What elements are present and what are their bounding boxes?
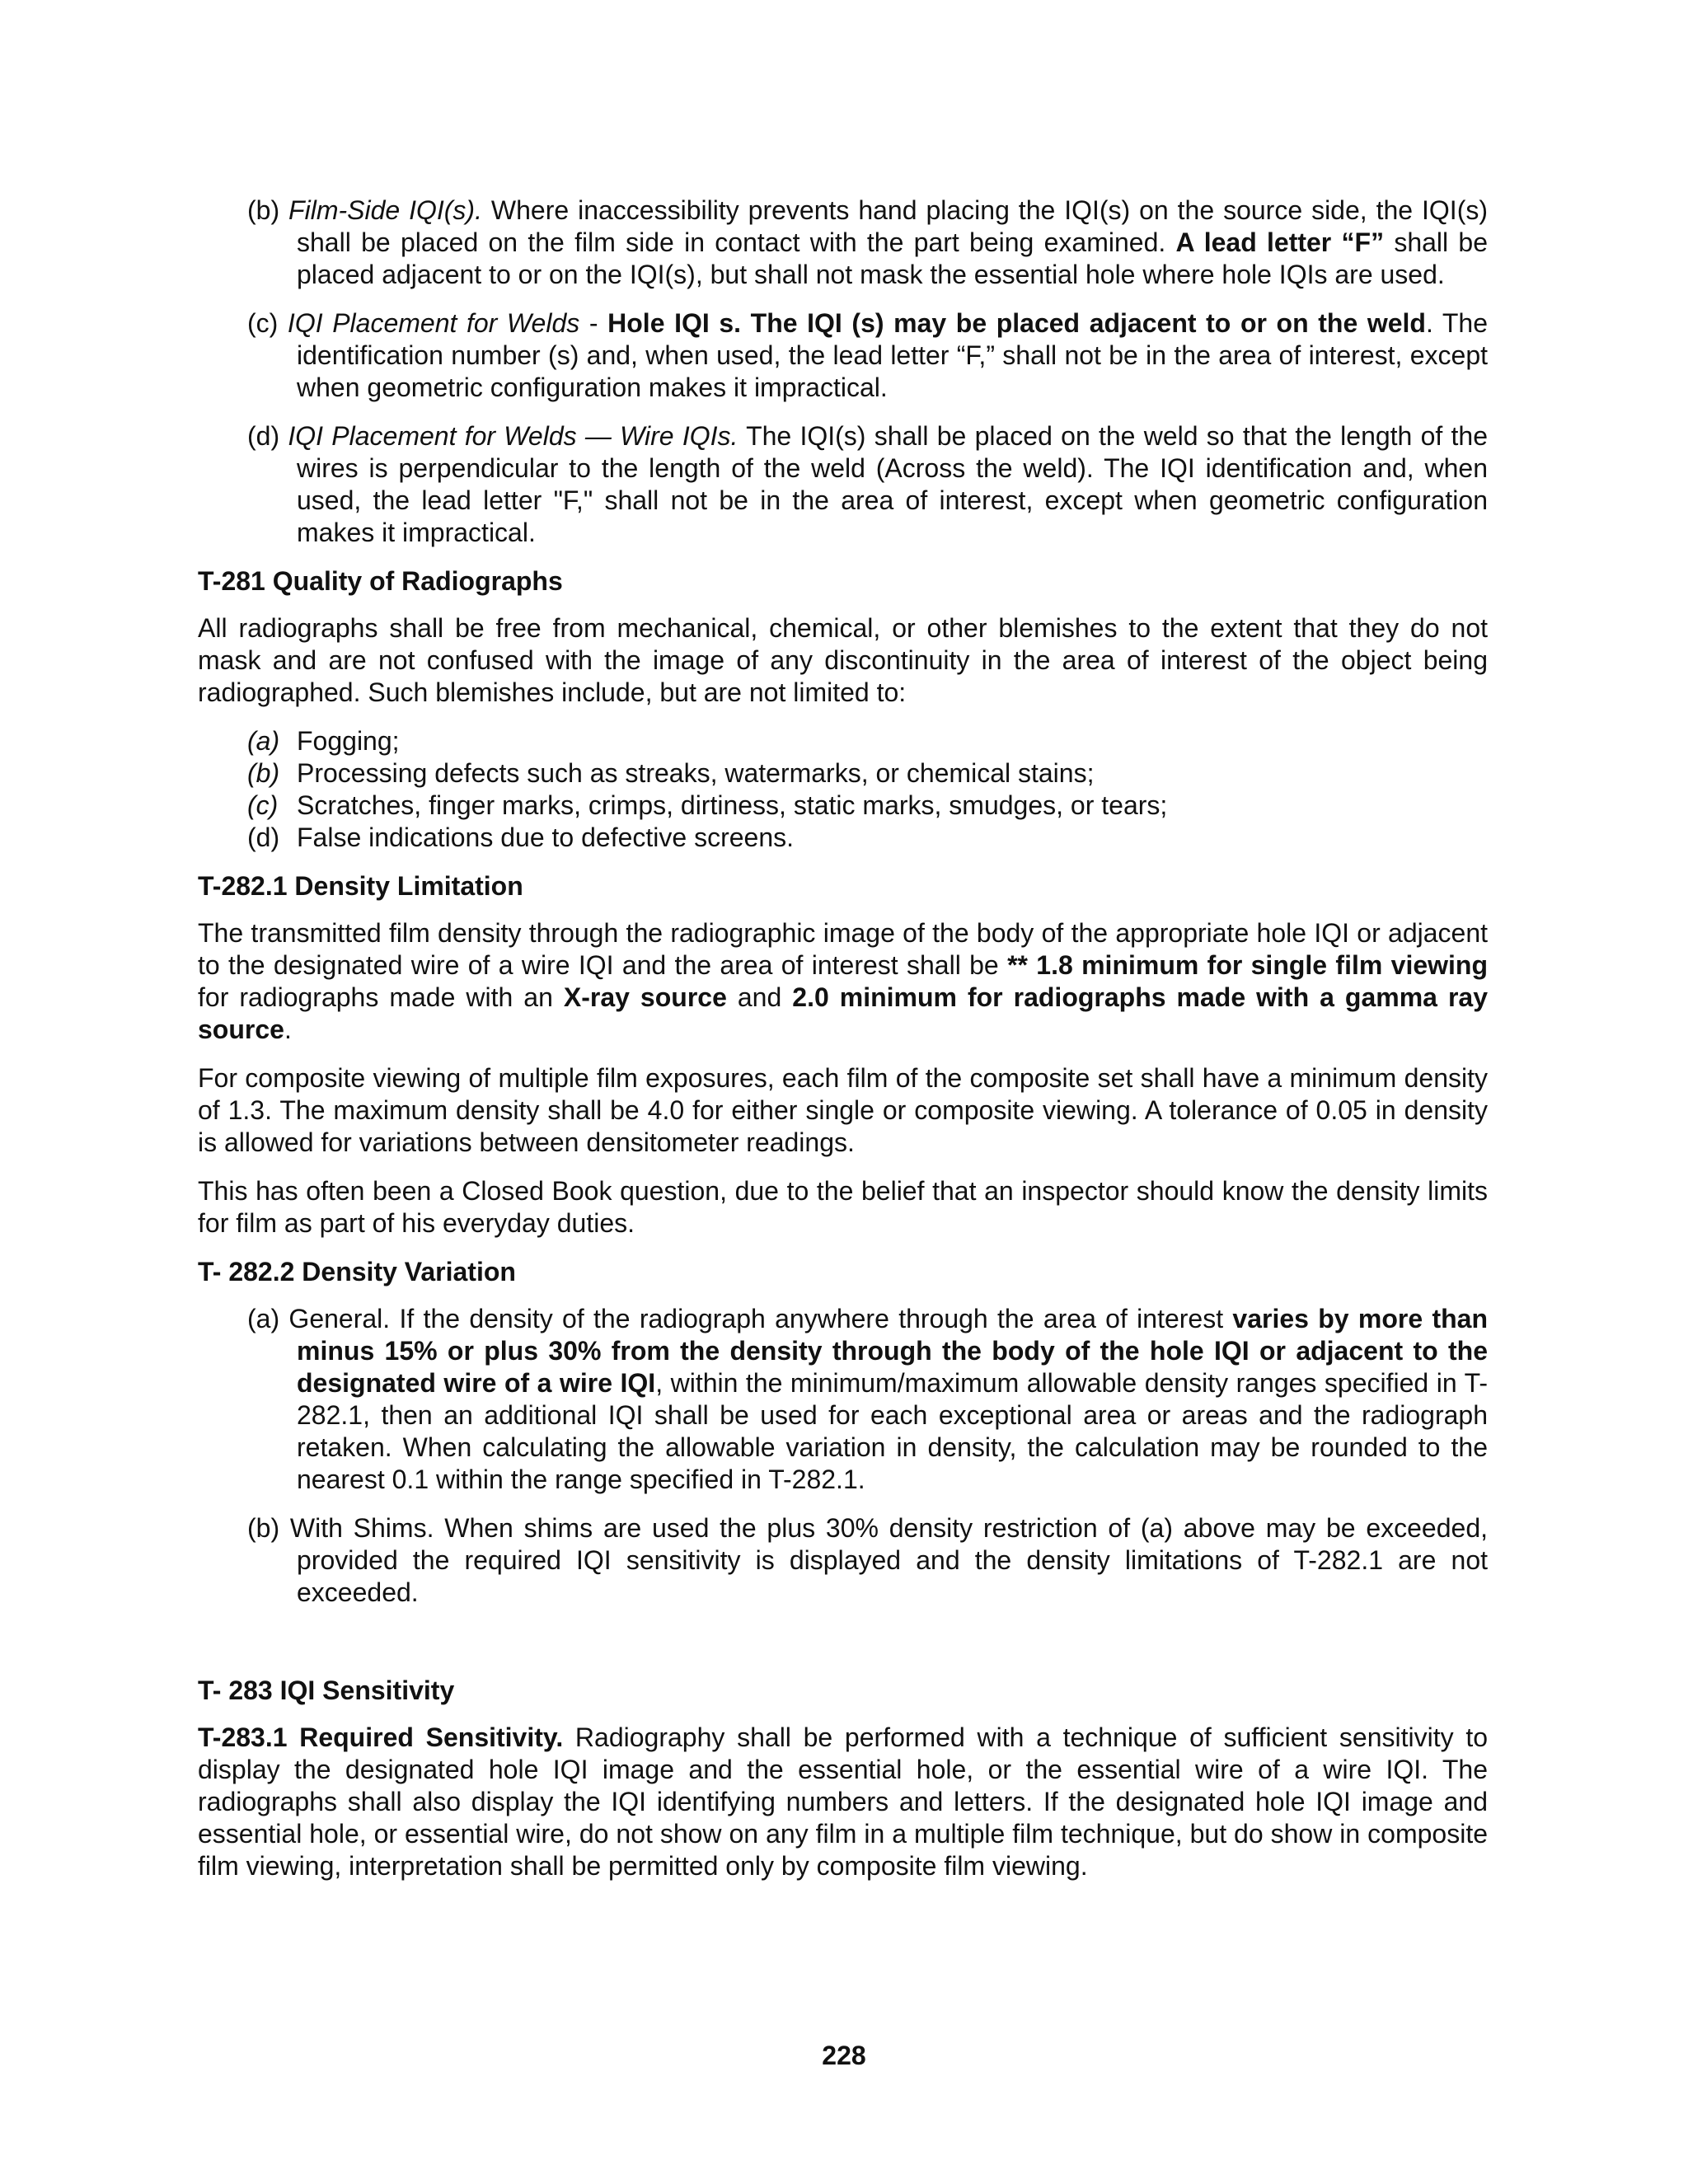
- list-item-label: (d): [247, 823, 280, 852]
- heading-t2821: T-282.1 Density Limitation: [198, 871, 523, 901]
- list-item-text: Fogging;: [297, 726, 400, 756]
- item-label: (c): [247, 308, 288, 338]
- text-run: Film-Side IQI(s).: [288, 195, 482, 225]
- document-page: [198, 194, 1488, 1899]
- text-run: With Shims. When shims are used the plus 30% density restriction of (a) above may be exceeded, provided the required IQI sensitivity is displayed and the density limitations of T-282.1 are not exceeded.: [289, 1513, 1489, 1607]
- text-run: -: [579, 308, 608, 338]
- text-run: and: [726, 982, 793, 1012]
- list-item: [247, 822, 1488, 854]
- text-run: for radiographs made with an: [198, 982, 564, 1012]
- list-item: [247, 790, 1488, 822]
- item-density-general: [198, 1303, 1488, 1496]
- heading-t281: T-281 Quality of Radiographs: [198, 566, 563, 596]
- list-item-label: (c): [247, 790, 279, 820]
- text-run: X-ray source: [563, 982, 727, 1012]
- text-run: shall be placed adjacent to or on the IQI(s), but shall not mask the essential hole where hole IQIs are used.: [297, 227, 1488, 289]
- item-label: (d): [247, 421, 288, 451]
- heading-t283: T- 283 IQI Sensitivity: [198, 1675, 455, 1705]
- item-iqi-placement-wire: [198, 420, 1488, 549]
- item-density-shims: [198, 1512, 1488, 1609]
- text-run: IQI Placement for Welds: [287, 308, 580, 338]
- text-run: Hole IQI s. The IQI (s) may be placed adjacent to or on the weld: [607, 308, 1426, 338]
- item-label: (b): [247, 195, 289, 225]
- blemish-list: [198, 725, 1488, 854]
- text-run: varies by more than minus 15% or plus 30% from the density through the body of the hole IQI or adjacent to the designated wire of a wire IQI: [297, 1304, 1489, 1398]
- item-film-side-iqi: [198, 194, 1488, 291]
- section-spacer: [198, 1625, 1488, 1675]
- item-label: (a): [247, 1304, 289, 1333]
- list-item: [247, 757, 1488, 790]
- text-run: . The identification number (s) and, when used, the lead letter “F,” shall not be in the area of interest, except when geometric configuration makes it impractical.: [297, 308, 1489, 402]
- heading-t2822: T- 282.2 Density Variation: [198, 1257, 516, 1286]
- iqi-placement-items: [198, 194, 1488, 549]
- t2821-para2: For composite viewing of multiple film exposures, each film of the composite set shall have a minimum density of 1.3. The maximum density shall be 4.0 for either single or composite viewing. A tolerance of 0.05 in density is allowed for variations between densitometer readings.: [198, 1063, 1488, 1157]
- item-iqi-placement-hole: [198, 307, 1488, 404]
- text-run: General. If the density of the radiograph anywhere through the area of interest: [288, 1304, 1233, 1333]
- t281-intro: All radiographs shall be free from mechanical, chemical, or other blemishes to the extent that they do not mask and are not confused with the image of any discontinuity in the area of interest of the object being radiographed. Such blemishes include, but are not limited to:: [198, 613, 1488, 707]
- list-item-label: (a): [247, 726, 280, 756]
- text-run: ** 1.8 minimum for single film viewing: [1007, 950, 1489, 980]
- text-run: Where inaccessibility prevents hand placing the IQI(s) on the source side, the IQI(s) shall be placed on the film side in contact with the part being examined.: [297, 195, 1489, 257]
- list-item-text: False indications due to defective screens.: [297, 823, 794, 852]
- text-run: The IQI(s) shall be placed on the weld so that the length of the wires is perpendicular to the length of the weld (Across the weld). The IQI identification and, when used, the lead letter "F," shall not be in the area of interest, except when geometric configuration makes it impractical.: [297, 421, 1489, 547]
- text-run: .: [284, 1015, 292, 1044]
- t2821-para1: [198, 917, 1488, 1046]
- t2821-para3: This has often been a Closed Book question, due to the belief that an inspector should know the density limits for film as part of his everyday duties.: [198, 1176, 1488, 1238]
- text-run: T-283.1 Required Sensitivity.: [198, 1722, 564, 1752]
- list-item-text: Processing defects such as streaks, watermarks, or chemical stains;: [297, 758, 1095, 788]
- t2831-para: [198, 1722, 1488, 1882]
- text-run: 2.0 minimum for radiographs made with a gamma ray source: [198, 982, 1489, 1044]
- item-label: (b): [247, 1513, 290, 1543]
- text-run: The transmitted film density through the radiographic image of the body of the appropriate hole IQI or adjacent to the designated wire of a wire IQI and the area of interest shall be: [198, 918, 1488, 980]
- list-item: [247, 725, 1488, 757]
- text-run: IQI Placement for Welds — Wire IQIs.: [288, 421, 738, 451]
- page-number: 228: [822, 2041, 866, 2070]
- list-item-label: (b): [247, 758, 280, 788]
- list-item-text: Scratches, finger marks, crimps, dirtiness, static marks, smudges, or tears;: [297, 790, 1168, 820]
- text-run: , within the minimum/maximum allowable density ranges specified in T-282.1, then an additional IQI shall be used for each exceptional area or areas and the radiograph retaken. When calculating the allowable variation in density, the calculation may be rounded to the nearest 0.1 within the range specified in T-282.1.: [297, 1368, 1489, 1494]
- text-run: A lead letter “F”: [1175, 227, 1385, 257]
- text-run: Radiography shall be performed with a technique of sufficient sensitivity to display the designated hole IQI image and the essential hole, or the essential wire of a wire IQI. The radiographs shall also display the IQI identifying numbers and letters. If the designated hole IQI image and essential hole, or essential wire, do not show on any film in a multiple film technique, but do show in composite film viewing, interpretation shall be permitted only by composite film viewing.: [198, 1722, 1489, 1881]
